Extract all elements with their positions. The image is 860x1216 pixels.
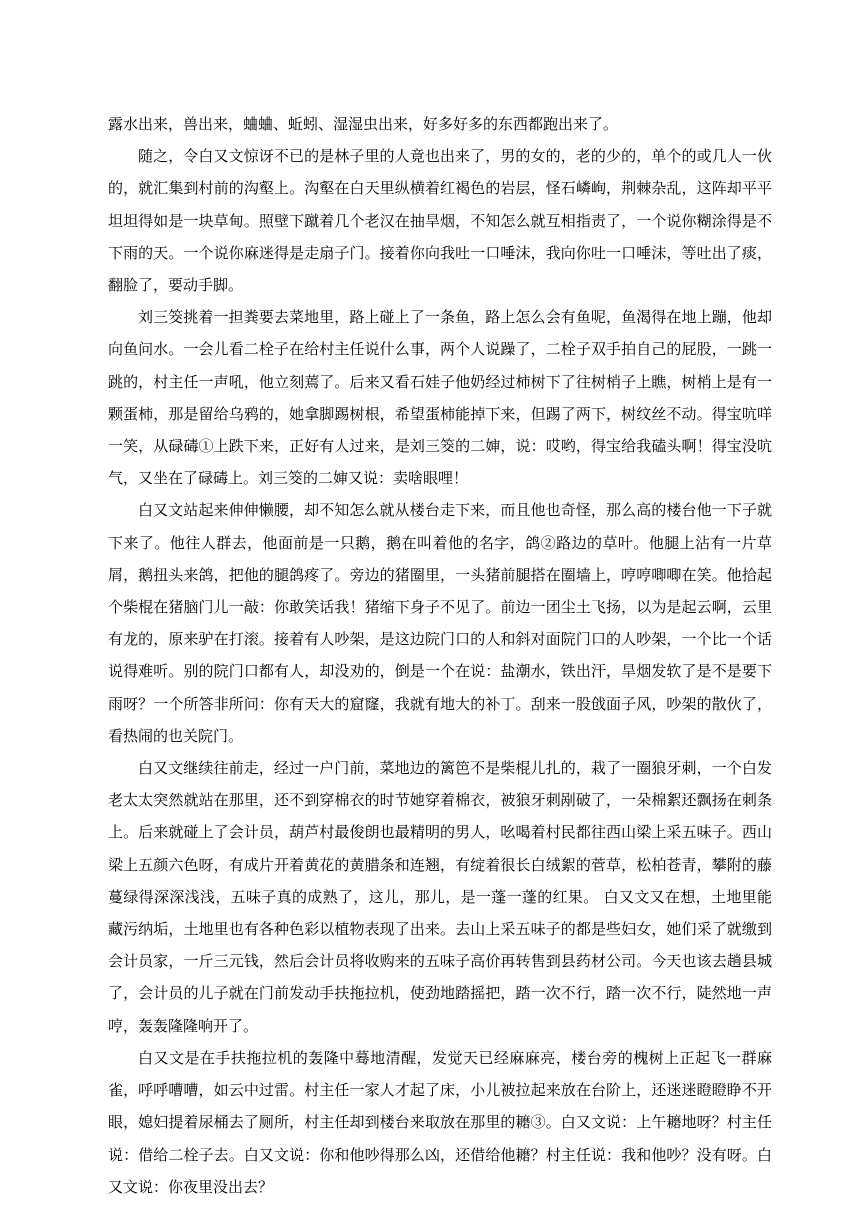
paragraph-6: 白又文是在手扶拖拉机的轰隆中蓦地清醒，发觉天已经麻麻亮，楼台旁的槐树上正起飞一群麻雀，呼呼嘈嘈，如云中过雷。村主任一家人才起了床，小儿被拉起来放在台阶上，还迷迷瞪瞪睁不开眼，媳妇提着尿桶去了厕所，村主任却到楼台来取放在那里的耱③。白又文说：上午耱地呀？村主任说：借给二栓子去。白又文说：你和他吵得那么凶，还借给他耱？村主任说：我和他吵？没有呀。白又文说：你夜里没出去？: [108, 1048, 772, 1196]
paragraph-3: 刘三筊挑着一担粪要去菜地里，路上碰上了一条鱼，路上怎么会有鱼呢，鱼渴得在地上蹦，他却向鱼问水。一会儿看二栓子在给村主任说什么事，两个人说躁了，二栓子双手拍自己的屁股，一跳一跳的，村主任一声吼，他立刻蔫了。后来又看石娃子他奶经过柿树下了往树梢子上瞧，树梢上是有一颗蛋柿，那是留给乌鸦的，她拿脚踢树根，希望蛋柿能掉下来，但踢了两下，树纹丝不动。得宝吭咩一笑，从碌碡①上跌下来，正好有人过来，是刘三筊的二婶，说：哎哟，得宝给我磕头啊！得宝没吭气，又坐在了碌碡上。刘三筊的二婶又说：卖啥眼哩！: [108, 308, 772, 488]
paragraph-4: 白又文站起来伸伸懒腰，却不知怎么就从楼台走下来，而且他也奇怪，那么高的楼台他一下子就下来了。他往人群去，他面前是一只鹅，鹅在叫着他的名字，鸽②路边的草叶。他腿上沾有一片草屑，鹅扭头来鸽，把他的腿鸽疼了。旁边的猪圈里，一头猪前腿搭在圈墙上，哼哼唧唧在笑。他拾起个柴棍在猪脑门儿一敲：你敢笑话我！猪缩下身子不见了。前边一团尘土飞扬，以为是起云啊，云里有龙的，原来驴在打滚。接着有人吵架，是这边院门口的人和斜对面院门口的人吵架，一个比一个话说得难听。别的院门口都有人，却没劝的，倒是一个在说：盐潮水，铁出汗，旱烟发软了是不是要下雨呀？一个所答非所问：你有天大的窟窿，我就有地大的补丁。刮来一股戗面子风，吵架的散伙了，看热闹的也关院门。: [108, 501, 772, 745]
document-body: [108, 108, 772, 1203]
paragraph-1: 露水出来，兽出来，蛐蛐、蚯蚓、湿湿虫出来，好多好多的东西都跑出来了。: [108, 115, 619, 133]
paragraph-5: 白又文继续往前走，经过一户门前，菜地边的篱笆不是柴棍儿扎的，栽了一圈狼牙刺，一个白发老太太突然就站在那里，还不到穿棉衣的时节她穿着棉衣，被狼牙刺剐破了，一朵棉絮还飘扬在刺条上。后来就碰上了会计员，葫芦村最俊朗也最精明的男人，吆喝着村民都往西山梁上采五味子。西山梁上五颜六色呀，有成片开着黄花的黄腊条和连翘，有绽着很长白绒絮的菅草，松柏苍青，攀附的藤蔓绿得深深浅浅，五味子真的成熟了，这儿，那儿，是一蓬一蓬的红果。 白又文又在想，土地里能藏污纳垢，土地里也有各种色彩以植物表现了出来。去山上采五味子的都是些妇女，她们采了就缴到会计员家，一斤三元钱，然后会计员将收购来的五味子高价再转售到县药材公司。今天也该去趟县城了，会计员的儿子就在门前发动手扶拖拉机，使劲地踏摇把，踏一次不行，踏一次不行，陡然地一声哼，轰轰隆隆响开了。: [108, 759, 772, 1035]
paragraph-2: 随之，令白又文惊讶不已的是林子里的人竟也出来了，男的女的，老的少的，单个的或几人一伙的，就汇集到村前的沟壑上。沟壑在白天里纵横着红褐色的岩层，怪石嶙峋，荆棘杂乱，这阵却平平坦坦得如是一块草甸。照壁下蹴着几个老汉在抽旱烟，不知怎么就互相指责了，一个说你糊涂得是不下雨的天。一个说你麻迷得是走扇子门。接着你向我吐一口唾沫，我向你吐一口唾沫，等吐出了痰，翻脸了，要动手脚。: [108, 147, 772, 295]
